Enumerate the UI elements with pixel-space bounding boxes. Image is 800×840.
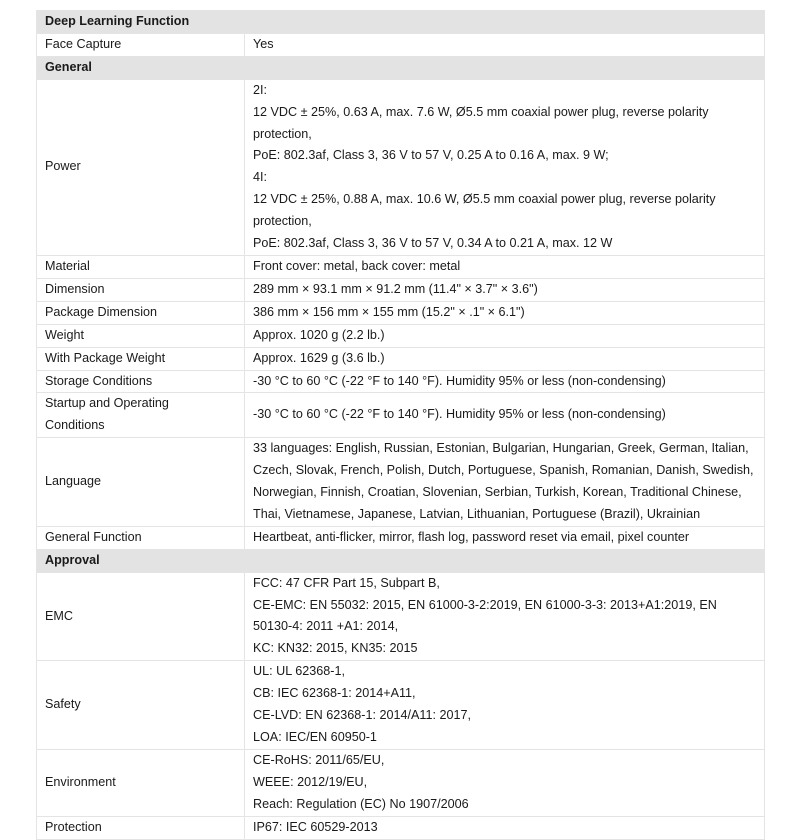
spec-label: [37, 393, 245, 438]
spec-value-line: PoE: 802.3af, Class 3, 36 V to 57 V, 0.25 A to 0.16 A, max. 9 W;: [253, 148, 609, 163]
spec-value-line: Approx. 1020 g (2.2 lb.): [253, 327, 385, 342]
spec-row: [37, 572, 765, 661]
spec-value-line: 386 mm × 156 mm × 155 mm (15.2" × .1" × 6.1"): [253, 304, 525, 319]
spec-value-line: 12 VDC ± 25%, 0.88 A, max. 10.6 W, Ø5.5 mm coaxial power plug, reverse polarity: [253, 192, 716, 207]
spec-value-line: PoE: 802.3af, Class 3, 36 V to 57 V, 0.34 A to 0.21 A, max. 12 W: [253, 236, 613, 251]
spec-value-line: 12 VDC ± 25%, 0.63 A, max. 7.6 W, Ø5.5 mm coaxial power plug, reverse polarity: [253, 104, 709, 119]
spec-value: [245, 438, 765, 527]
spec-value-line: Front cover: metal, back cover: metal: [253, 258, 461, 273]
spec-value: [245, 749, 765, 816]
spec-row: [37, 324, 765, 347]
spec-row: [37, 749, 765, 816]
spec-value-line: Heartbeat, anti-flicker, mirror, flash log, password reset via email, pixel counter: [253, 529, 690, 544]
spec-value: [245, 661, 765, 750]
spec-value-line: WEEE: 2012/19/EU,: [253, 774, 368, 789]
spec-label: Environment: [37, 749, 245, 816]
spec-value-line: 4I:: [253, 170, 268, 185]
spec-value: [245, 347, 765, 370]
spec-table: [36, 10, 765, 840]
spec-value: [245, 572, 765, 661]
spec-row: [37, 393, 765, 438]
spec-value-line: CE-LVD: EN 62368-1: 2014/A11: 2017,: [253, 708, 471, 723]
spec-value: [245, 79, 765, 255]
spec-label: EMC: [37, 572, 245, 661]
spec-label: Power: [37, 79, 245, 255]
spec-value-line: Thai, Vietnamese, Japanese, Latvian, Lithuanian, Portuguese (Brazil), Ukrainian: [253, 506, 701, 521]
spec-value-line: CE-EMC: EN 55032: 2015, EN 61000-3-2:2019, EN 61000-3-3: 2013+A1:2019, EN: [253, 597, 717, 612]
spec-value-line: FCC: 47 CFR Part 15, Subpart B,: [253, 575, 440, 590]
spec-label: Weight: [37, 324, 245, 347]
section-title: Deep Learning Function: [37, 11, 765, 34]
spec-label: Dimension: [37, 278, 245, 301]
spec-table-body: [37, 11, 765, 840]
spec-value-line: 33 languages: English, Russian, Estonian, Bulgarian, Hungarian, Greek, German, Italian,: [253, 441, 749, 456]
spec-label: Material: [37, 255, 245, 278]
spec-row: [37, 347, 765, 370]
spec-value-line: -30 °C to 60 °C (-22 °F to 140 °F). Humidity 95% or less (non-condensing): [253, 407, 666, 422]
spec-label: Protection: [37, 816, 245, 839]
spec-label-line: Conditions: [45, 418, 105, 433]
spec-value-line: protection,: [253, 126, 312, 141]
spec-value-line: Reach: Regulation (EC) No 1907/2006: [253, 796, 469, 811]
spec-value-line: 2I:: [253, 82, 268, 97]
spec-value-line: CE-RoHS: 2011/65/EU,: [253, 752, 385, 767]
spec-value: [245, 393, 765, 438]
spec-label-line: Startup and Operating: [45, 396, 169, 411]
spec-value-line: 289 mm × 93.1 mm × 91.2 mm (11.4" × 3.7" × 3.6"): [253, 281, 538, 296]
spec-value-line: protection,: [253, 214, 312, 229]
spec-value-line: CB: IEC 62368-1: 2014+A11,: [253, 686, 416, 701]
spec-row: [37, 370, 765, 393]
spec-label: Safety: [37, 661, 245, 750]
spec-row: [37, 255, 765, 278]
spec-value-line: Czech, Slovak, French, Polish, Dutch, Portuguese, Spanish, Romanian, Danish, Swedish,: [253, 463, 754, 478]
spec-value-line: KC: KN32: 2015, KN35: 2015: [253, 641, 418, 656]
spec-row: [37, 526, 765, 549]
spec-value: [245, 301, 765, 324]
spec-value: [245, 33, 765, 56]
spec-row: [37, 438, 765, 527]
spec-value-line: LOA: IEC/EN 60950-1: [253, 730, 377, 744]
spec-value: [245, 324, 765, 347]
spec-label: General Function: [37, 526, 245, 549]
spec-label: Face Capture: [37, 33, 245, 56]
spec-value: [245, 255, 765, 278]
spec-row: [37, 33, 765, 56]
section-header-row: [37, 549, 765, 572]
spec-value: [245, 370, 765, 393]
section-title: Approval: [37, 549, 765, 572]
section-title: General: [37, 56, 765, 79]
spec-value: [245, 816, 765, 839]
spec-value-line: IP67: IEC 60529-2013: [253, 819, 378, 834]
spec-value: [245, 278, 765, 301]
spec-value-line: Approx. 1629 g (3.6 lb.): [253, 350, 385, 365]
section-header-row: [37, 11, 765, 34]
spec-value-line: Norwegian, Finnish, Croatian, Slovenian, Serbian, Turkish, Korean, Traditional Chinese,: [253, 485, 742, 500]
spec-value-line: Yes: [253, 36, 274, 51]
spec-row: [37, 278, 765, 301]
spec-value-line: -30 °C to 60 °C (-22 °F to 140 °F). Humidity 95% or less (non-condensing): [253, 373, 666, 388]
spec-label: Package Dimension: [37, 301, 245, 324]
spec-label: Storage Conditions: [37, 370, 245, 393]
spec-row: [37, 301, 765, 324]
spec-label: With Package Weight: [37, 347, 245, 370]
spec-value-line: UL: UL 62368-1,: [253, 664, 345, 679]
spec-row: [37, 816, 765, 839]
spec-row: [37, 661, 765, 750]
spec-value-line: 50130-4: 2011 +A1: 2014,: [253, 619, 399, 634]
spec-row: [37, 79, 765, 255]
section-header-row: [37, 56, 765, 79]
spec-label: Language: [37, 438, 245, 527]
spec-value: [245, 526, 765, 549]
